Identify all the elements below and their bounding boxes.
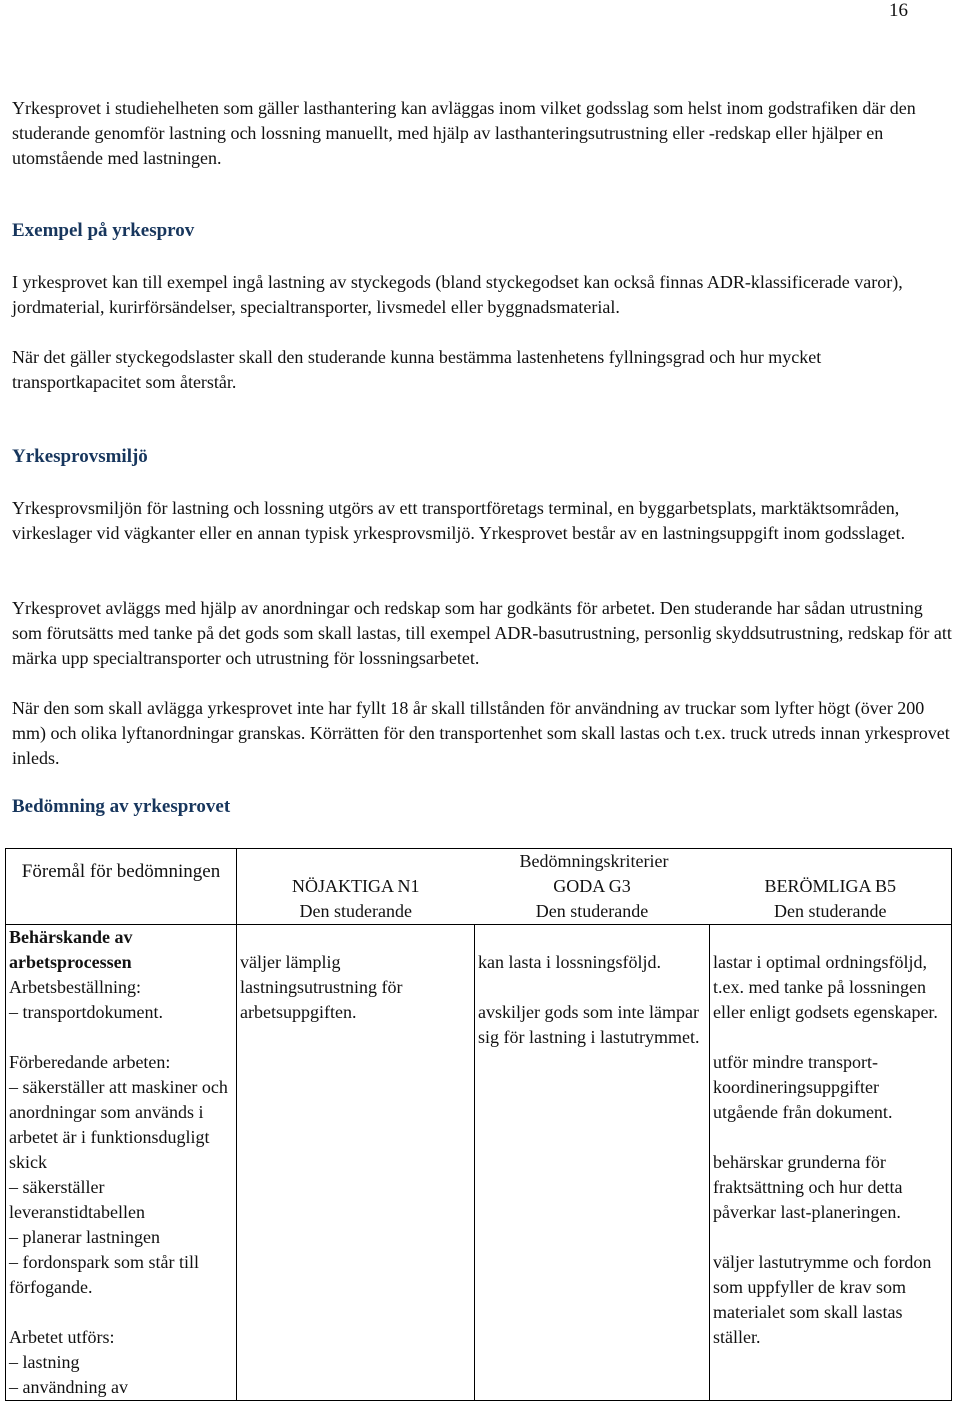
criteria-g3-item-1: kan lasta i lossningsföljd. [478, 952, 661, 972]
environment-text-2: Yrkesprovet avläggs med hjälp av anordningar och redskap som har godkänts för arbetet. Den studerande har sådan utrustning som förutsätts med tanke på det gods som skall lastas, till exempel ADR-basutrustning, personlig skyddsutrustning, redskap för att märka upp specialtransporter och utrustning för lossningsarbetet. [12, 598, 952, 668]
criteria-g3-cell [475, 925, 710, 1401]
example-paragraph-2 [12, 345, 952, 395]
section-heading-assessment: Bedömning av yrkesprovet [12, 796, 231, 817]
object-group2-item-4: – fordonspark som står till förfogande. [9, 1252, 199, 1297]
criteria-b5-item-3: behärskar grunderna för fraktsättning och hur detta påverkar last-planeringen. [713, 1152, 903, 1222]
example-text-2: När det gäller styckegodslaster skall den studerande kunna bestämma lastenhetens fyllningsgrad och hur mycket transportkapacitet som återstår. [12, 347, 822, 392]
criteria-header-cell [237, 849, 952, 875]
object-group1-head: Arbetsbeställning: [9, 977, 141, 997]
level-b5-label: BERÖMLIGA B5 [764, 876, 897, 896]
table-header-row-1 [6, 849, 952, 875]
section-heading-environment: Yrkesprovsmiljö [12, 446, 148, 467]
object-group3-item-1: – lastning [9, 1352, 80, 1372]
environment-paragraph-3 [12, 696, 952, 771]
criteria-n1-item-1: väljer lämplig lastningsutrustning för arbetsuppgiften. [240, 952, 403, 1022]
subject-n1-label: Den studerande [299, 901, 412, 921]
object-header-cell [6, 849, 237, 925]
object-group3-item-2: – användning av [9, 1377, 128, 1397]
criteria-b5-item-1: lastar i optimal ordningsföljd, t.ex. med tanke på lossningen eller enligt godsets egenskaper. [713, 952, 938, 1022]
subject-n1-cell [237, 899, 475, 925]
subject-b5-label: Den studerande [774, 901, 887, 921]
environment-text-3: När den som skall avlägga yrkesprovet inte har fyllt 18 år skall tillstånden för användning av truckar som lyfter högt (över 200 mm) och olika lyftanordningar granskas. Körrätten för den transportenhet som skall lastas och t.ex. truck utreds innan yrkesprovet inleds. [12, 698, 950, 768]
assessment-criteria-table [5, 848, 952, 1401]
example-paragraph-1 [12, 270, 952, 320]
object-cell [6, 925, 237, 1401]
environment-text-1: Yrkesprovsmiljön för lastning och lossning utgörs av ett transportföretags terminal, en byggarbetsplats, marktäktsområden, virkeslager vid vägkanter eller en annan typisk yrkesprovsmiljö. Yrkesprovet består av en lastningsuppgift inom godsslaget. [12, 498, 906, 543]
criteria-n1-cell [237, 925, 475, 1401]
environment-paragraph-1 [12, 496, 952, 546]
environment-paragraph-2 [12, 596, 952, 671]
level-g3-label: GODA G3 [553, 876, 631, 896]
criteria-b5-item-2: utför mindre transport-koordineringsuppgifter utgående från dokument. [713, 1052, 893, 1122]
subject-b5-cell [710, 899, 952, 925]
table-body-row [6, 925, 952, 1401]
level-g3-cell [475, 874, 710, 899]
intro-paragraph [12, 96, 952, 171]
object-group2-head: Förberedande arbeten: [9, 1052, 171, 1072]
criteria-b5-item-4: väljer lastutrymme och fordon som uppfyller de krav som materialet som skall lastas ställer. [713, 1252, 932, 1347]
criteria-g3-item-2: avskiljer gods som inte lämpar sig för lastning i lastutrymmet. [478, 1002, 700, 1047]
criteria-b5-cell [710, 925, 952, 1401]
object-group1-item-1: – transportdokument. [9, 1002, 163, 1022]
page-number: 16 [889, 0, 908, 21]
level-n1-label: NÖJAKTIGA N1 [292, 876, 420, 896]
object-group3-head: Arbetet utförs: [9, 1327, 115, 1347]
example-text-1: I yrkesprovet kan till exempel ingå lastning av styckegods (bland styckegodset kan också finnas ADR-klassificerade varor), jordmaterial, kurirförsändelser, specialtransporter, livsmedel eller byggnadsmaterial. [12, 272, 903, 317]
section-heading-example: Exempel på yrkesprov [12, 220, 195, 241]
subject-g3-cell [475, 899, 710, 925]
object-header-label: Föremål för bedömningen [21, 861, 221, 882]
object-title: Behärskande av arbetsprocessen [9, 927, 133, 972]
intro-text: Yrkesprovet i studiehelheten som gäller lasthantering kan avläggas inom vilket godsslag som helst inom godstrafiken där den studerande genomför lastning och lossning manuellt, med hjälp av lasthanteringsutrustning eller -redskap eller hjälper en utomstående med lastningen. [12, 98, 916, 168]
level-n1-cell [237, 874, 475, 899]
criteria-header-label: Bedömningskriterier [519, 851, 669, 871]
object-group2-item-2: – säkerställer leveranstidtabellen [9, 1177, 145, 1222]
object-group2-item-1: – säkerställer att maskiner och anordningar som används i arbetet är i funktionsdugligt skick [9, 1077, 228, 1172]
level-b5-cell [710, 874, 952, 899]
object-group2-item-3: – planerar lastningen [9, 1227, 160, 1247]
subject-g3-label: Den studerande [535, 901, 649, 921]
